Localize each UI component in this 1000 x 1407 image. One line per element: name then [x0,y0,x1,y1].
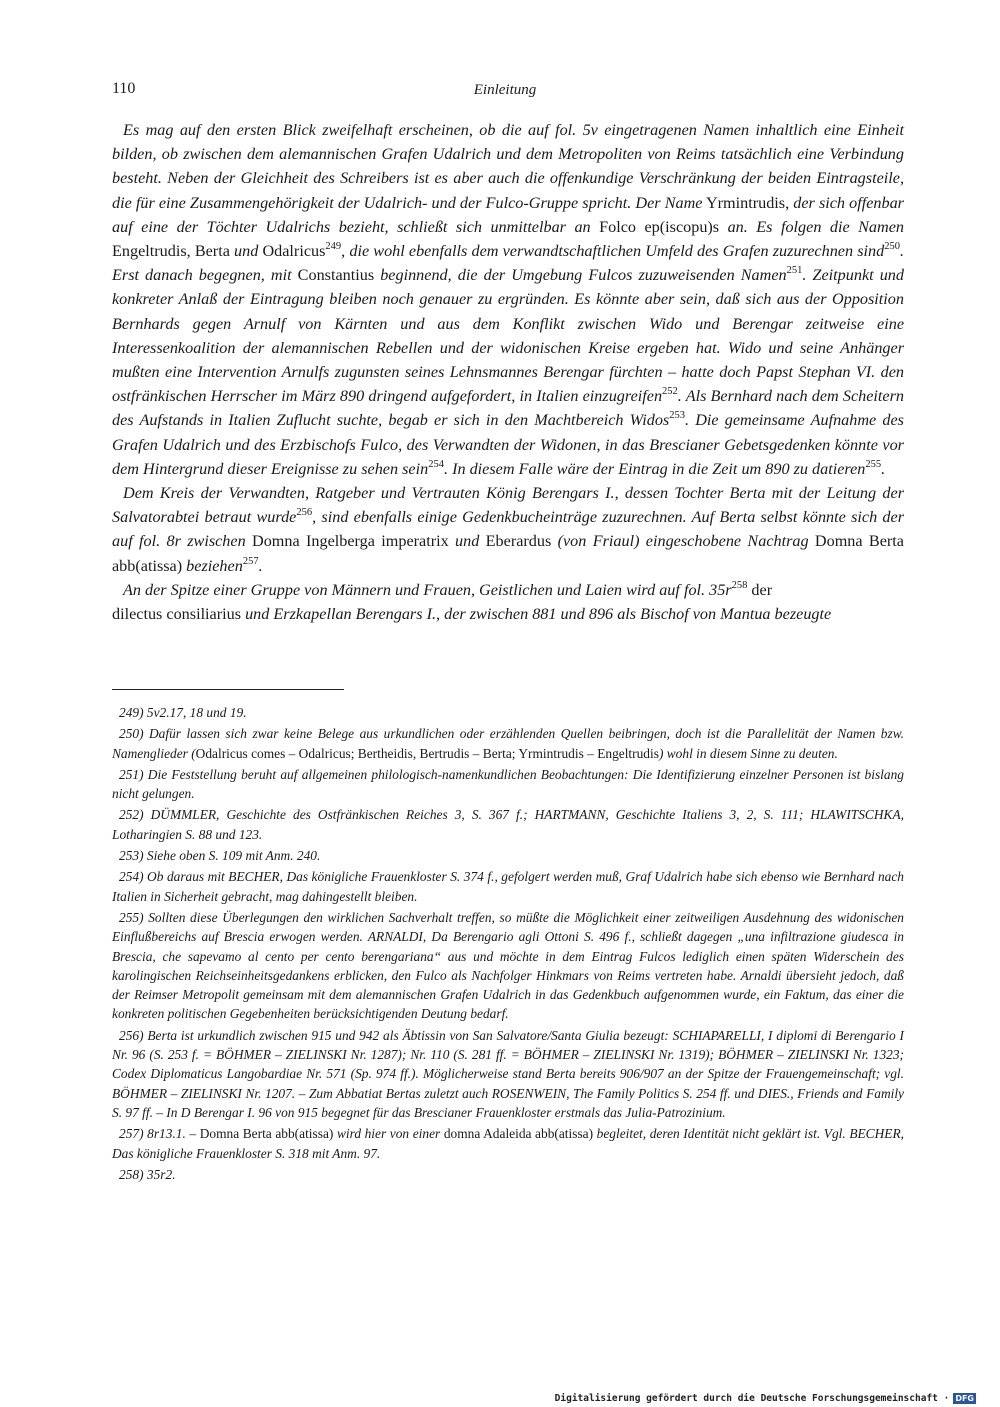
footnote-ref-252[interactable]: 252 [662,386,678,398]
footnote-257-b: Domna Berta abb(atissa) [199,1126,337,1142]
footnote-258 [112,1165,904,1184]
footnote-separator [112,689,344,690]
p1-text-l: beginnend, die der Umgebung Fulcos zuzuweisenden Namen [380,266,787,285]
footnote-ref-254[interactable]: 254 [428,458,444,470]
running-title-text: Einleitung [473,82,537,98]
p1-name-constantius: Constantius [291,266,381,285]
footnote-252-text: 252) DÜMMLER, Geschichte des Ostfränkischen Reiches 3, S. 367 f.; HARTMANN, Geschichte Italiens 3, 2, S. 111; HLAWITSCHKA, Lotharingien S. 88 und 123. [112,807,904,842]
footnote-ref-253[interactable]: 253 [669,410,685,422]
p1-text-c: der sich offenbar auf eine der Töchter Udalrichs bezieht, schließt sich unmittelbar an [112,193,904,236]
footnote-253 [112,846,904,865]
p1-text-i: , die wohl ebenfalls dem verwandtschaftlichen Umfeld des Grafen zuzurechnen sind [341,242,885,261]
paragraph-3 [112,578,904,626]
p2-name-berta: Domna Berta abb(atissa) [112,532,904,575]
footnote-257-e: begleitet, deren Identität nicht geklärt ist. Vgl. BECHER, Das königliche Frauenkloster S. 318 mit Anm. 97. [112,1126,904,1161]
footnote-255-text: 255) Sollten diese Überlegungen den wirklichen Sachverhalt treffen, so müßte die Möglichkeit einer zeitweiligen Ausdehnung des widonischen Einflußbereichs auf Brescia erwogen werden. ARNALDI, Da Berengario agli Ottoni S. 496 f., schließt dagegen „una infiltrazione giudesca in Brescia, che sapevamo al cento per cento berengariana“ aus und möchte in dem Eintrag Fulcos lediglich einen späten Widerschein des karolingischen Reichseinheitsgedankens erblicken, den Fulco als Nachfolger Hinkmars von Reims vertreten habe. Arnaldi übersieht jedoch, daß der Reimser Metropolit gemeinsam mit dem alemannischen Grafen Udalrich in das Gedenkbuch aufgenommen wurde, ein Faktum, das einer die konkreten politischen Gegebenheiten berücksichtigenden Deutung bedarf. [112,909,904,1022]
paragraph-1 [112,118,904,481]
footnote-ref-251[interactable]: 251 [786,265,803,277]
credit-text: Digitalisierung gefördert durch die Deutsche Forschungsgemeinschaft · [554,1393,950,1404]
footnote-ref-249[interactable]: 249 [325,241,342,253]
p3-text-b: der [747,580,773,599]
footnote-252 [112,805,904,844]
footnote-ref-258[interactable]: 258 [731,579,748,591]
footnote-257 [112,1124,904,1163]
footnote-257-a: 257) 8r13.1. – [119,1126,200,1142]
p1-name-yrmintrudis: Yrmintrudis, [702,193,794,212]
footnote-253-text: 253) Siehe oben S. 109 mit Anm. 240. [119,848,321,864]
footnotes [112,703,904,1186]
footnote-250-b: Odalricus comes – Odalricus; Bertheidis, Bertrudis – Berta; Yrmintrudis – Engeltrudis [195,745,659,761]
footnote-250-a: 250) Dafür lassen sich zwar keine Belege aus urkundlichen oder erzählenden Quellen beibringen, doch ist die Parallelität der Namen bzw. Namenglieder ( [112,726,904,761]
footnote-250-c: ) wohl in diesem Sinne zu deuten. [658,745,838,761]
main-text [112,118,904,626]
footnote-ref-257[interactable]: 257 [242,555,259,567]
footnote-250 [112,724,904,763]
p2-text-b: , sind ebenfalls einige Gedenkbucheinträge zuzurechnen. Auf Berta selbst könnte sich der auf fol. 8r zwischen [112,508,905,551]
p1-name-folco: Folco ep(iscopu)s [590,217,728,236]
footnote-254 [112,867,904,906]
footnote-251 [112,765,904,804]
p2-text-d: und [455,532,480,551]
paragraph-2 [112,481,904,578]
digitization-credit [555,1393,976,1404]
p1-text-j: . Erst danach begegnen, mit [112,242,905,285]
footnote-249-text: 249) 5v2.17, 18 und 19. [119,705,247,720]
p2-text-a: Dem Kreis der Verwandten, Ratgeber und Vertrauten König Berengars I., dessen Tochter Berta mit der Leitung der Salvatorabtei betraut wurde [112,484,904,527]
p2-text-i: . [258,556,263,575]
p2-name-ingelberga: Domna Ingelberga imperatrix [245,532,456,551]
footnote-ref-255[interactable]: 255 [865,458,882,470]
footnote-ref-250[interactable]: 250 [884,241,900,253]
footnote-255 [112,908,904,1024]
p3-text-a: An der Spitze einer Gruppe von Männern und Frauen, Geistlichen und Laien wird auf fol. 35r [123,580,732,599]
p1-text-m: . Zeitpunkt und konkreter Anlaß der Eintragung bleiben noch genauer zu ergründen. Es könnte aber sein, daß sich aus der Opposition Bernhards gegen Arnulf von Kärnten und aus dem Konflikt zwischen Wido und Berengar zeitweise eine Interessenkoalition der alemannischen Rebellen und der widonischen Kreise ergeben hat. Wido und seine Anhänger mußten eine Intervention Arnulfs zugunsten seines Lehnsmannes Berengar fürchten – hatte doch Papst Stephan VI. den ostfränkischen Herrscher im März 890 dringend aufgefordert, in Italien einzugreifen [112,266,904,406]
p3-text-d: und Erzkapellan Berengars I., der zwischen 881 und 896 als Bischof von Mantua bezeugte [245,605,832,624]
p1-name-odalricus: Odalricus [258,242,326,261]
footnote-257-d: domna Adaleida abb(atissa) [443,1126,597,1142]
p1-names: Engeltrudis, Berta [112,242,235,261]
footnote-256-text: 256) Berta ist urkundlich zwischen 915 und 942 als Äbtissin von San Salvatore/Santa Giulia bezeugt: SCHIAPARELLI, I diplomi di Berengario I Nr. 96 (S. 253 f. = BÖHMER – ZIELINSKI Nr. 1287); Nr. 110 (S. 281 ff. = BÖHMER – ZIELINSKI Nr. 1319); BÖHMER – ZIELINSKI Nr. 1323; Codex Diplomaticus Langobardiae Nr. 571 (Sp. 974 ff.). Möglicherweise stand Berta bereits 906/907 an der Spitze der Frauengemeinschaft; vgl. BÖHMER – ZIELINSKI Nr. 1207. – Zum Abbatiat Bertas zuletzt auch ROSENWEIN, The Family Politics S. 254 ff. und DIES., Friends and Family S. 97 ff. – In D Berengar I. 96 von 915 begegnet für das Brescianer Frauenkloster erstmals das Julia-Patrozinium. [112,1027,904,1120]
p2-text-h: beziehen [186,556,243,575]
p1-text-o: . Die gemeinsame Aufnahme des Grafen Udalrich und des Erzbischofs Fulco, des Verwandten der Widonen, in das Brescianer Gebetsgedenken könnte vor dem Hintergrund dieser Ereignisse zu sehen sein [112,411,904,478]
running-title [0,82,1000,99]
dfg-logo: DFG [955,1394,974,1403]
p1-text-a: Es mag auf den ersten Blick zweifelhaft erscheinen, ob die auf fol. 5v eingetragenen Namen inhaltlich eine Einheit bilden, ob zwischen dem alemannischen Grafen Udalrich und dem Metropoliten von Reims tatsächlich eine Verbindung besteht. Neben der Gleichheit des Schreibers ist es aber auch die offenkundige Verschränkung der beiden Eintragsteile, die für eine Zusammengehörigkeit der Udalrich- und der Fulco-Gruppe spricht. Der Name [112,121,904,212]
p1-text-e: an. Es folgen die Namen [727,217,904,236]
footnote-249 [112,703,904,722]
p2-name-eberardus: Eberardus [479,532,558,551]
footnote-251-text: 251) Die Feststellung beruht auf allgemeinen philologisch-namenkundlichen Beobachtungen: Die Identifizierung einzelner Personen ist bislang nicht gelungen. [112,766,904,802]
footnote-258-text: 258) 35r2. [119,1166,176,1182]
p2-text-f: (von Friaul) eingeschobene Nachtrag [557,532,809,551]
p1-text-n: . Als Bernhard nach dem Scheitern des Aufstands in Italien Zuflucht suchte, begab er sich in den Machtbereich Widos [112,387,904,430]
footnote-ref-256[interactable]: 256 [296,507,313,519]
footnote-256 [112,1026,904,1122]
footnote-257-c: wird hier von einer [336,1126,444,1142]
page-number: 110 [112,80,136,97]
p1-text-g: und [234,242,259,261]
p1-text-p: . In diesem Falle wäre der Eintrag in die Zeit um 890 zu datieren [443,459,866,478]
p3-dilectus: dilectus consiliarius [112,605,246,624]
p1-text-q: . [881,459,886,478]
footnote-254-text: 254) Ob daraus mit BECHER, Das königliche Frauenkloster S. 374 f., gefolgert werden muß, Graf Udalrich habe sich ebenso wie Bernhard nach Italien in Sicherheit gebracht, mag dahingestellt bleiben. [112,869,904,904]
